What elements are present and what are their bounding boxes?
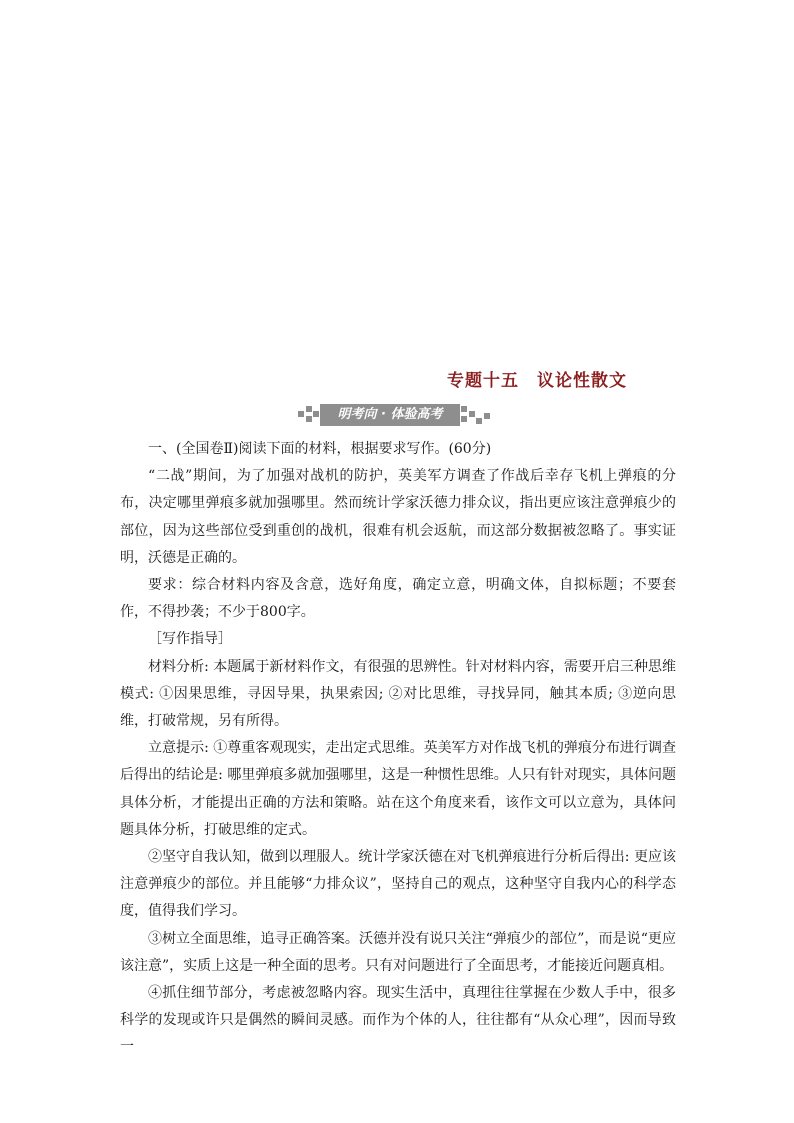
banner-decoration-right	[461, 406, 467, 412]
banner-decoration-left	[298, 411, 304, 417]
thesis-tip-4-paragraph: ④抓住细节部分，考虑被忽略内容。现实生活中，真理往往掌握在少数人手中，很多科学的发现或许只是偶然的瞬间灵感。而作为个体的人，往往都有“从众心理”，因而导致一	[120, 985, 676, 1056]
page-title: 专题十五 议论性散文	[447, 371, 627, 391]
question-heading: 一、(全国卷Ⅱ)阅读下面的材料，根据要求写作。(60分)	[148, 441, 492, 457]
banner-decoration-right	[476, 418, 482, 424]
banner-decoration-right	[484, 413, 490, 419]
requirements-paragraph: 要求：综合材料内容及含意，选好角度，确定立意，明确文体，自拟标题；不要套作，不得抄袭；不少于800字。	[120, 577, 676, 621]
material-paragraph: “二战”期间，为了加强对战机的防护，英美军方调查了作战后幸存飞机上弹痕的分布，决定哪里弹痕多就加强哪里。然而统计学家沃德力排众议，指出更应该注意弹痕少的部位，因为这些部位受到重创的战机，很难有机会返航，而这部分数据被忽略了。事实证明，沃德是正确的。	[120, 468, 676, 566]
section-banner	[298, 404, 494, 426]
document-body	[120, 436, 676, 1062]
banner-decoration-left	[313, 411, 319, 417]
thesis-tip-2-paragraph: ②坚守自我认知，做到以理服人。统计学家沃德在对飞机弹痕进行分析后得出: 更应该注意弹痕少的部位。并且能够“力排众议”，坚持自己的观点，这种坚守自我内心的科学态度，值得我们学习。	[120, 849, 676, 920]
thesis-tip-3-paragraph: ③树立全面思维，追寻正确答案。沃德并没有说只关注“弹痕少的部位”，而是说“更应该注意”，实质上这是一种全面的思考。只有对问题进行了全面思考，才能接近问题真相。	[120, 930, 676, 974]
material-analysis-paragraph: 材料分析: 本题属于新材料作文，有很强的思辨性。针对材料内容，需要开启三种思维模式: ①因果思维，寻因导果，执果索因; ②对比思维，寻找异同，触其本质; ③逆向思维，打破常规，另有所得。	[120, 658, 676, 730]
writing-guide-heading: ［写作指导］	[148, 631, 232, 648]
banner-label: 明考向 · 体验高考	[320, 404, 460, 426]
banner-decoration-left	[306, 416, 312, 422]
banner-decoration-right	[461, 416, 467, 422]
banner-decoration-left	[306, 406, 312, 412]
banner-decoration-right	[469, 411, 475, 417]
thesis-tip-paragraph: 立意提示: ①尊重客观现实，走出定式思维。英美军方对作战飞机的弹痕分布进行调查后得出的结论是: 哪里弹痕多就加强哪里，这是一种惯性思维。人只有针对现实，具体问题具体分析，才能提出正确的方法和策略。站在这个角度来看，该作文可以立意为，具体问题具体分析，打破思维的定式。	[120, 740, 676, 838]
